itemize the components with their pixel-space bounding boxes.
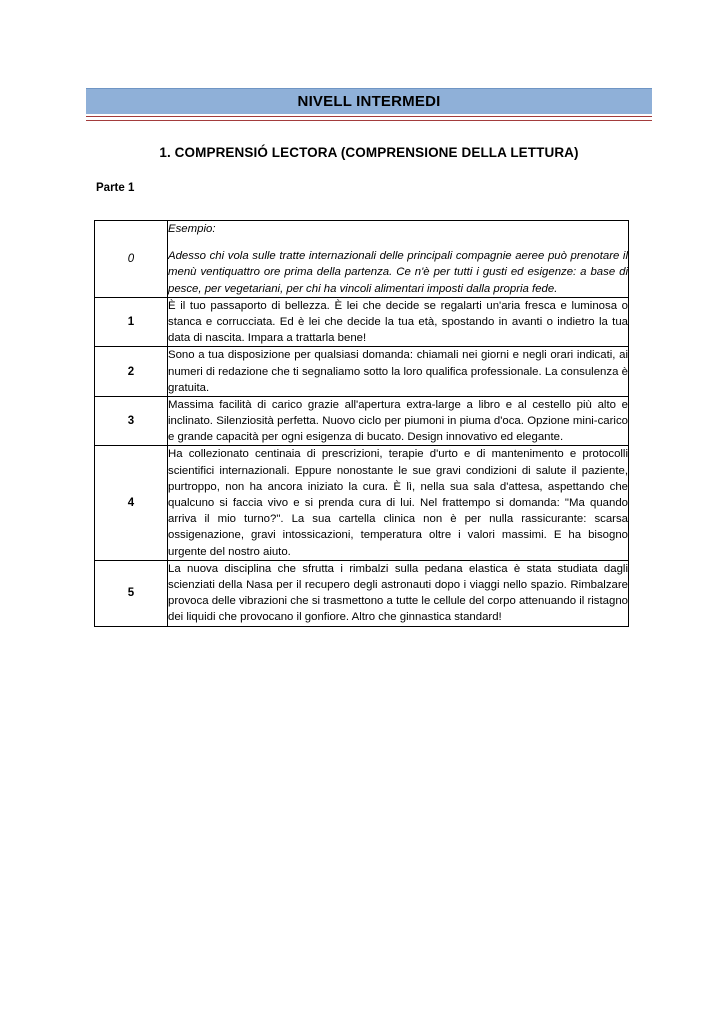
table-row <box>95 446 629 560</box>
table-row <box>95 221 629 298</box>
table-row <box>95 347 629 397</box>
example-label: Esempio: <box>168 223 216 235</box>
reading-items-table <box>94 220 629 627</box>
table-row <box>95 560 629 626</box>
item-text: È il tuo passaporto di bellezza. È lei che decide se regalarti un'aria fresca e luminosa o stanca e corrucciata. Ed è lei che decide la tua età, spostando in avanti o indietro la tua data di nascita. Impara a trattarla bene! <box>168 297 629 347</box>
table-row <box>95 297 629 347</box>
item-number: 1 <box>95 297 168 347</box>
item-number: 4 <box>95 446 168 560</box>
item-number: 2 <box>95 347 168 397</box>
item-number: 3 <box>95 396 168 446</box>
item-number: 0 <box>95 221 168 298</box>
part-label: Parte 1 <box>96 182 135 194</box>
title-underline-rule <box>86 116 652 121</box>
item-text: Sono a tua disposizione per qualsiasi domanda: chiamali nei giorni e negli orari indicati, ai numeri di redazione che ti segnaliamo sotto la loro qualifica professionale. La consulenza è gratuita. <box>168 347 629 397</box>
item-text: La nuova disciplina che sfrutta i rimbalzi sulla pedana elastica è stata studiata dagli scienziati della Nasa per il recupero degli astronauti dopo i viaggi nello spazio. Rimbalzare provoca delle vibrazioni che si trasmettono a tutte le cellule del corpo attenuando il ristagno dei liquidi che provocano il gonfiore. Altro che ginnastica standard! <box>168 560 629 626</box>
section-heading: 1. COMPRENSIÓ LECTORA (COMPRENSIONE DELLA LETTURA) <box>159 145 579 160</box>
item-text: Ha collezionato centinaia di prescrizioni, terapie d'urto e di mantenimento e protocolli scientifici internazionali. Eppure nonostante le sue gravi condizioni di salute il paziente, purtroppo, non ha ancora iniziato la cura. È lì, nella sua sala d'attesa, aspettando che qualcuno si faccia vivo e si prenda cura di lui. Nel frattempo si domanda: "Ma quando arriva il mio turno?". La sua cartella clinica non è per nulla rassicurante: scarsa ossigenazione, gravi intossicazioni, temperatura oltre i valori massimi. E ha bisogno urgente del nostro aiuto. <box>168 446 629 560</box>
table-row <box>95 396 629 446</box>
item-text-cell <box>168 221 629 298</box>
document-title-banner: NIVELL INTERMEDI <box>86 88 652 114</box>
item-text: Adesso chi vola sulle tratte internazionali delle principali compagnie aeree può prenotare il menù ventiquattro ore prima della partenza. Ce n'è per tutti i gusti ed esigenze: a base di pesce, per vegetariani, per chi ha vincoli alimentari imposti dalla propria fede. <box>168 250 628 295</box>
item-number: 5 <box>95 560 168 626</box>
item-text: Massima facilità di carico grazie all'apertura extra-large a libro e al cestello più alto e inclinato. Silenziosità perfetta. Nuovo ciclo per piumoni in piuma d'oca. Opzione mini-carico e grande capacità per ogni esigenza di bucato. Design innovativo ed elegante. <box>168 396 629 446</box>
title-banner-wrapper <box>86 88 652 121</box>
